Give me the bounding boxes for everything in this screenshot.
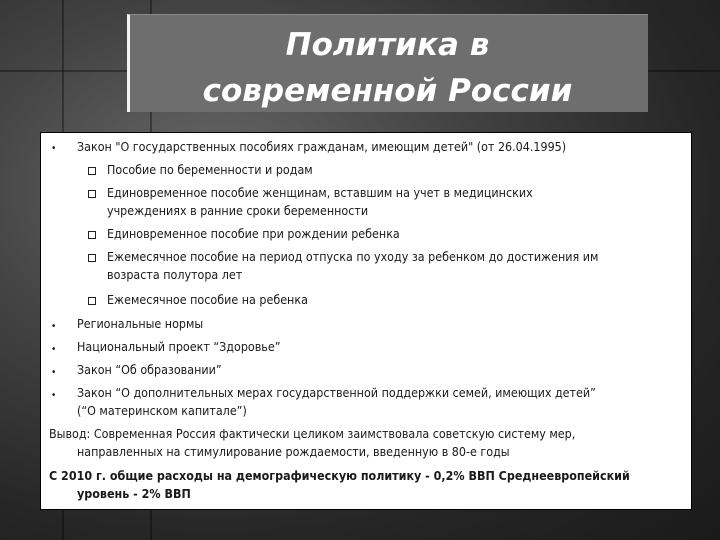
bullet: • (51, 390, 57, 401)
national-project: Национальный проект “Здоровье” (77, 339, 281, 354)
bullet: • (51, 143, 57, 154)
title-line-1: Политика в (285, 27, 490, 63)
conclusion-continued: направленных на стимулирование рождаемости, введенную в 80-е годы (77, 444, 510, 459)
bullet: • (51, 367, 57, 378)
slide-title (127, 22, 648, 114)
law-1-item: Единовременное пособие при рождении ребенка (107, 226, 400, 241)
checkbox-bullet-icon (88, 167, 96, 175)
law-1-item: Пособие по беременности и родам (107, 162, 313, 177)
maternity-capital-law: Закон “О дополнительных мерах государственной поддержки семей, имеющих детей” (77, 385, 596, 400)
expenses-statement-continued: уровень - 2% ВВП (77, 486, 191, 501)
bullet: • (51, 321, 57, 332)
law-1-item-continued: возраста полутора лет (107, 267, 243, 282)
law-1-item: Ежемесячное пособие на период отпуска по уходу за ребенком до достижения им (107, 249, 599, 264)
bullet: • (51, 344, 57, 355)
maternity-capital-law-continued: (“О материнском капитале”) (77, 403, 247, 418)
law-1-item: Единовременное пособие женщинам, вставшим на учет в медицинских (107, 185, 533, 200)
law-1-item: Ежемесячное пособие на ребенка (107, 292, 308, 307)
title-line-2: современной России (202, 73, 573, 109)
education-law: Закон “Об образовании” (77, 362, 222, 377)
checkbox-bullet-icon (88, 190, 96, 198)
checkbox-bullet-icon (88, 231, 96, 239)
content-panel (40, 132, 692, 510)
checkbox-bullet-icon (88, 254, 96, 262)
law-1-text: Закон "О государственных пособиях гражданам, имеющим детей" (от 26.04.1995) (77, 139, 567, 154)
regional-norms: Региональные нормы (77, 316, 204, 331)
expenses-statement: С 2010 г. общие расходы на демографическую политику - 0,2% ВВП Среднеевропейский (49, 468, 630, 483)
checkbox-bullet-icon (88, 297, 96, 305)
law-1-item-continued: учреждениях в ранние сроки беременности (107, 203, 369, 218)
conclusion: Вывод: Современная Россия фактически целиком заимствовала советскую систему мер, (49, 426, 576, 441)
